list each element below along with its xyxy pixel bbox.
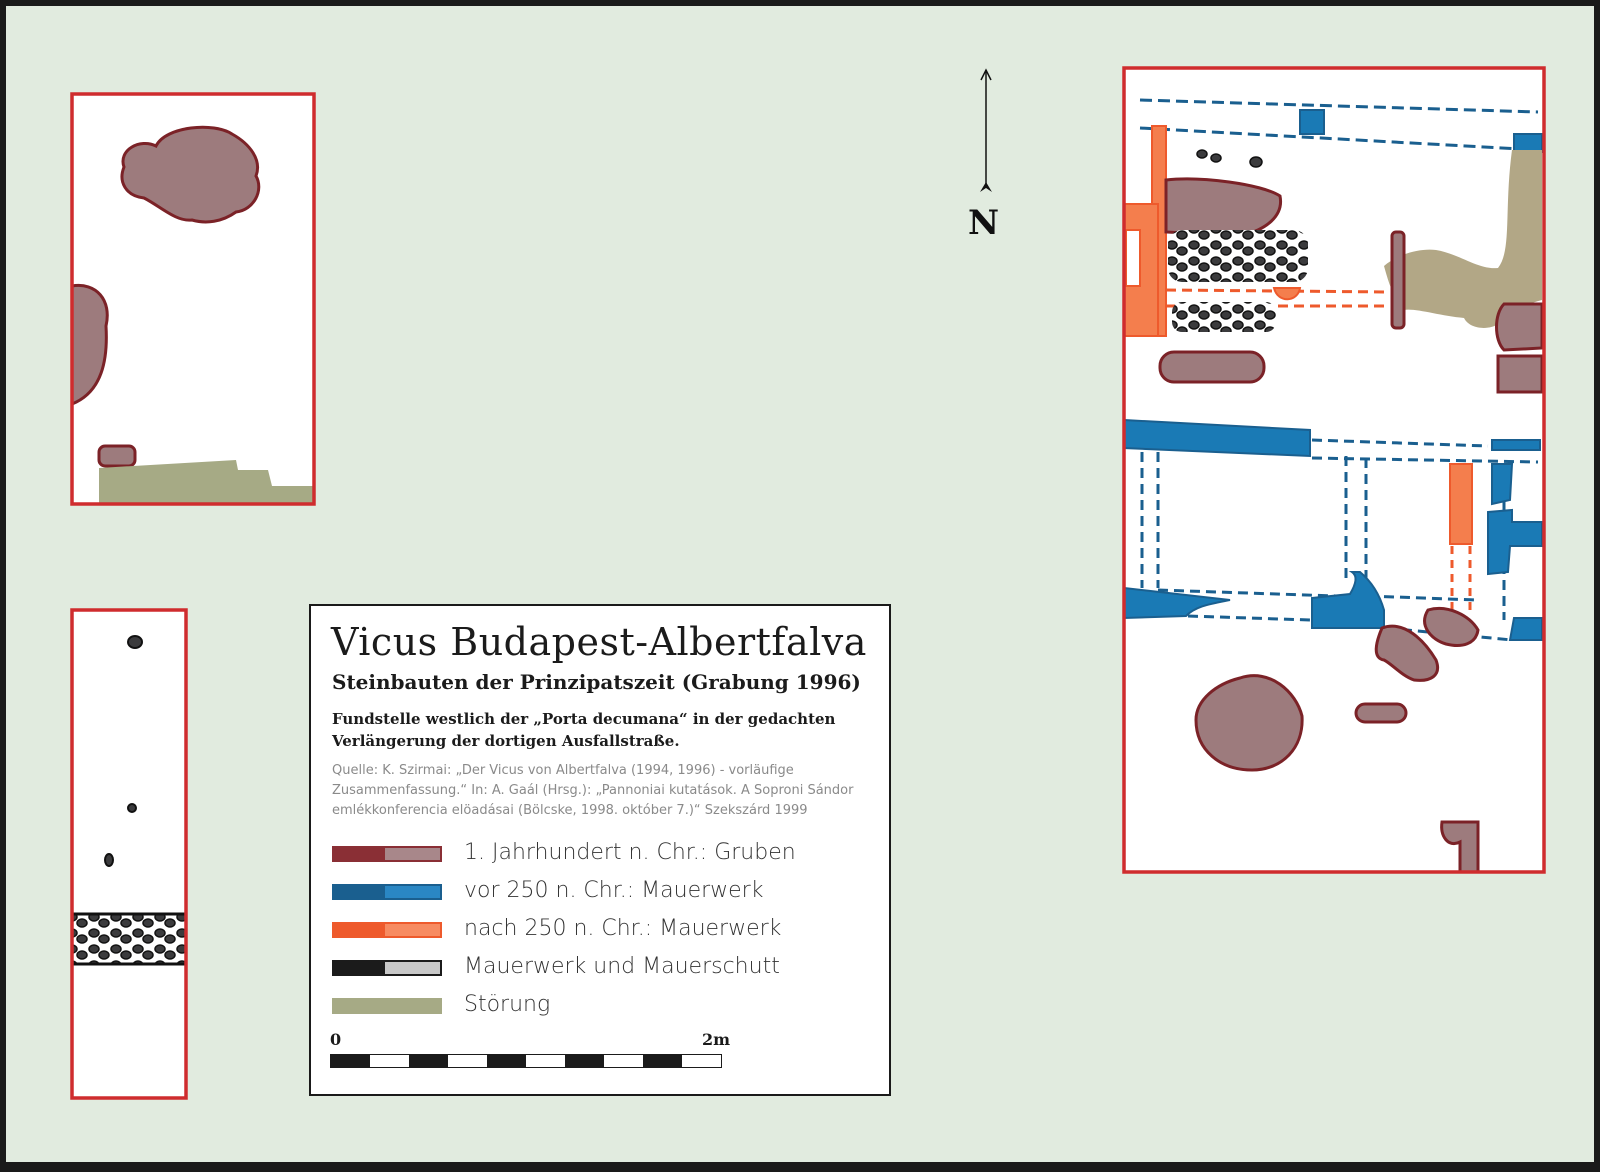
legend-label: Mauerwerk und Mauerschutt — [464, 954, 780, 979]
rubble — [1168, 230, 1308, 282]
pit — [128, 636, 142, 648]
legend-swatch — [332, 998, 442, 1014]
trench-2 — [72, 610, 186, 1098]
map-description: Fundstelle westlich der „Porta decumana“ in der gedachten Verlängerung der dortigen Ausfallstraße. — [332, 710, 836, 750]
north-label: N — [968, 203, 1000, 243]
pit — [1356, 704, 1406, 722]
legend-label: nach 250 n. Chr.: Mauerwerk — [464, 916, 782, 941]
scale-end-label: 2m — [702, 1030, 731, 1049]
trench-1 — [72, 94, 314, 504]
scale-bar-segments — [330, 1054, 722, 1068]
legend-label: vor 250 n. Chr.: Mauerwerk — [464, 878, 764, 903]
pit — [1498, 356, 1542, 392]
map-title: Vicus Budapest-Albertfalva — [331, 620, 867, 664]
wall-early — [1492, 464, 1512, 504]
legend-panel — [309, 604, 891, 1096]
pit — [1160, 352, 1264, 382]
wall-late — [1450, 464, 1472, 544]
scale-bar — [330, 1030, 731, 1078]
legend-swatch — [332, 884, 442, 900]
pit — [128, 804, 136, 812]
pit — [1392, 232, 1404, 328]
legend-label: 1. Jahrhundert n. Chr.: Gruben — [464, 840, 796, 865]
map-subtitle: Steinbauten der Prinzipatszeit (Grabung 1996) — [332, 670, 861, 694]
source-citation: Quelle: K. Szirmai: „Der Vicus von Albertfalva (1994, 1996) - vorläufige Zusammenfassung.“ In: A. Gaál (Hrsg.): „Pannoniai kutatások. A Soproni Sándor emlékkonferencia elöadásai (Bölcske, 1998. október 7.)“ Szekszárd 1999 — [332, 763, 854, 818]
pit — [1166, 179, 1281, 236]
scale-start-label: 0 — [330, 1030, 342, 1049]
rubble — [1172, 302, 1276, 332]
legend-swatch — [332, 922, 442, 938]
legend-label: Störung — [464, 992, 551, 1017]
rubble-layer — [72, 914, 186, 964]
wall-early — [1514, 134, 1542, 152]
wall-early — [1300, 110, 1324, 134]
trench-3 — [1124, 68, 1544, 872]
wall-early — [1510, 618, 1542, 640]
pit — [1497, 304, 1543, 350]
legend-swatch — [332, 846, 442, 862]
pit — [99, 446, 135, 466]
pit — [1196, 676, 1302, 770]
legend-swatch — [332, 960, 442, 976]
wall-early — [1492, 440, 1540, 450]
pit — [105, 854, 113, 866]
